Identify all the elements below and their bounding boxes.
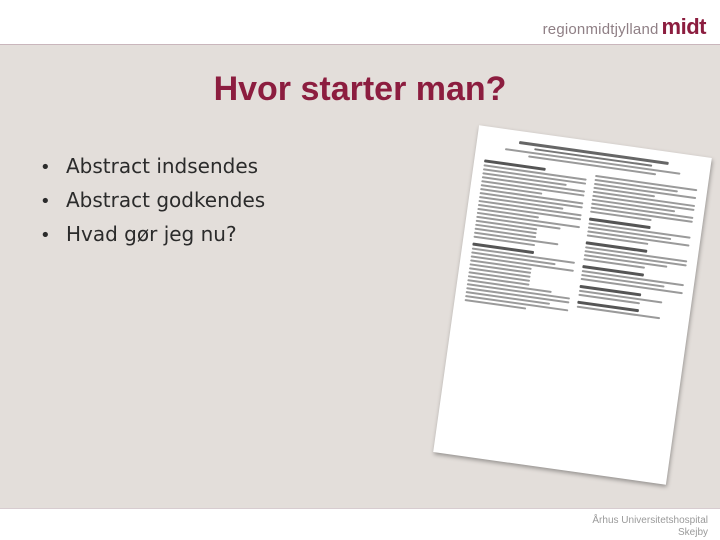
bullet-text: Abstract godkendes: [66, 188, 266, 212]
document-column-right: [575, 173, 698, 333]
slide-title: Hvor starter man?: [213, 70, 507, 108]
bullet-item: [40, 218, 265, 252]
abstract-page: [433, 125, 712, 484]
document-column-left: [464, 157, 587, 317]
logo-mark: midt: [661, 14, 706, 39]
bullet-item: [40, 150, 265, 184]
header-bar: [0, 0, 720, 44]
hospital-name-line1: Århus Universitetshospital: [592, 515, 708, 526]
bullet-list: [40, 150, 265, 252]
bullet-icon: •: [40, 191, 51, 212]
logo-text: regionmidtjylland: [542, 21, 659, 38]
bullet-item: [40, 184, 265, 218]
footer-bar: [0, 509, 720, 540]
hospital-name-line2: Skejby: [677, 527, 708, 538]
bullet-icon: •: [40, 157, 51, 178]
bullet-text: Abstract indsendes: [66, 154, 259, 178]
bullet-text: Hvad gør jeg nu?: [66, 222, 237, 246]
bullet-icon: •: [40, 225, 51, 246]
region-logo: [543, 14, 706, 40]
hospital-name: [592, 515, 708, 539]
abstract-document-image: [433, 125, 712, 484]
